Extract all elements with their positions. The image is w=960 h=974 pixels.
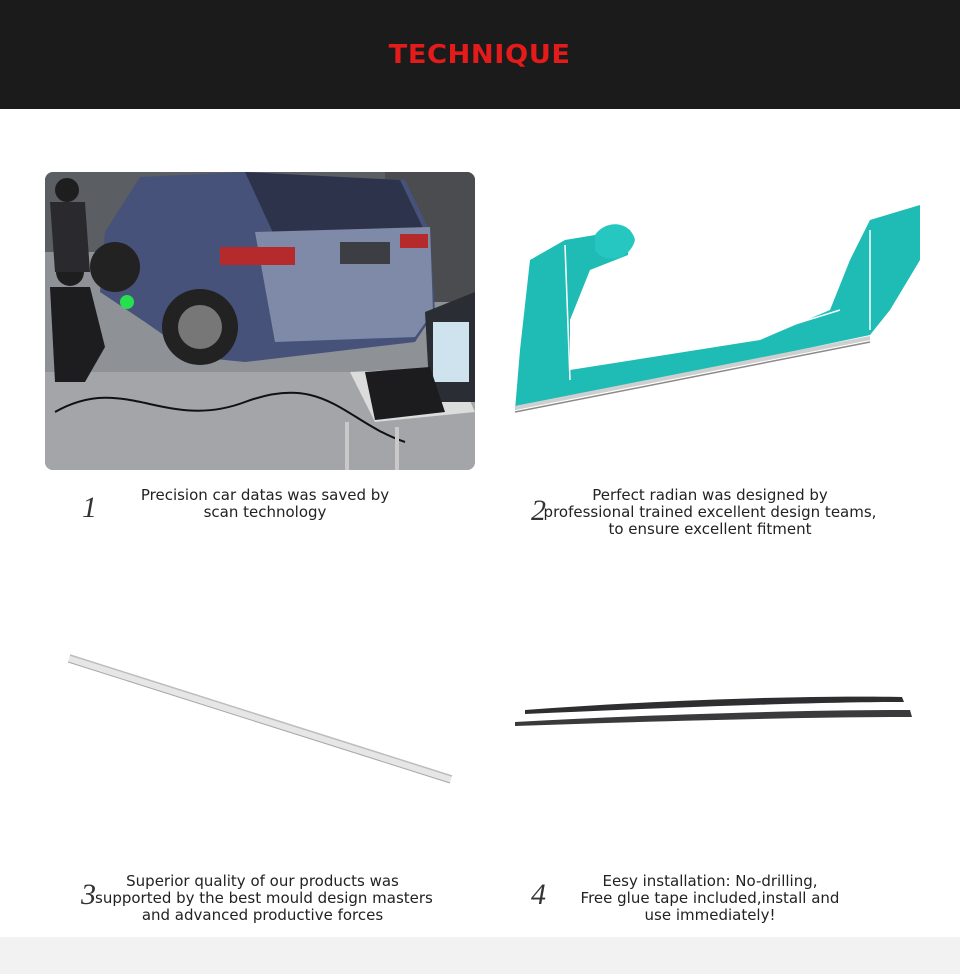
step-caption-1: Precision car datas was saved by scan technology	[140, 486, 390, 521]
page-title: TECHNIQUE	[389, 39, 571, 70]
step-number-4: 4	[531, 878, 546, 911]
step-caption-4: Eesy installation: No-drilling, Free glue tape included,install and use immediately!	[580, 872, 840, 924]
scan-photo	[45, 172, 475, 470]
step-number-2: 2	[531, 494, 546, 527]
header-banner	[0, 0, 960, 109]
step-number-3: 3	[81, 878, 96, 911]
scan-model-image	[510, 200, 930, 420]
step-caption-3: Superior quality of our products was supported by the best mould design masters and advanced productive forces	[95, 872, 433, 924]
carbon-strips-image	[510, 690, 920, 730]
step-caption-2: Perfect radian was designed by professional trained excellent design teams, to ensure excellent fitment	[543, 486, 877, 538]
step-number-1: 1	[82, 491, 97, 524]
mould-strip-image	[65, 650, 455, 790]
footer-strip	[0, 937, 960, 974]
